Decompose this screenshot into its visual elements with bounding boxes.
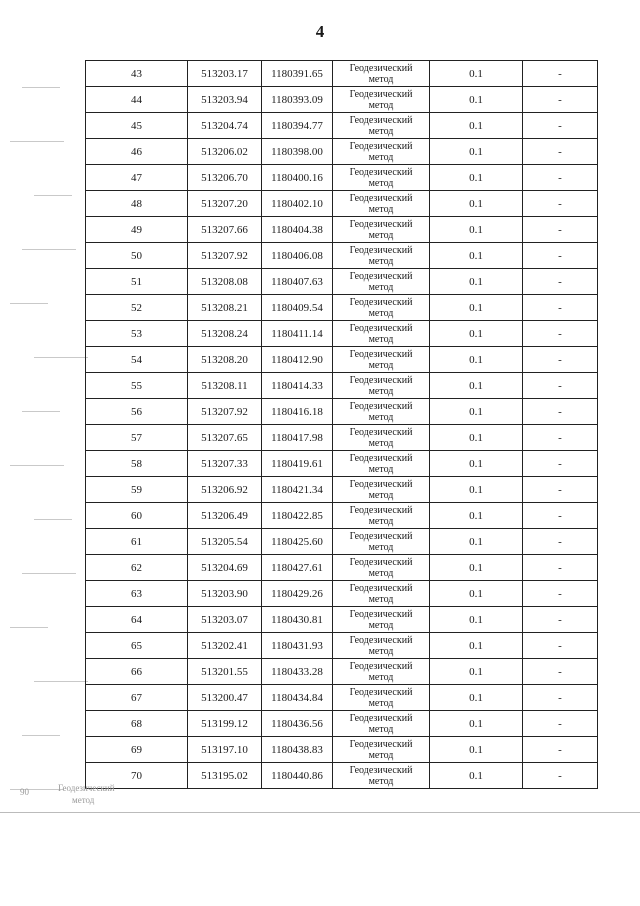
cell-accuracy: 0.1: [430, 61, 523, 87]
cell-coord-y: 1180438.83: [262, 737, 333, 763]
method-line-1: Геодезический: [349, 140, 413, 152]
method-line-2: метод: [368, 229, 394, 241]
cell-accuracy: 0.1: [430, 321, 523, 347]
cell-note: -: [523, 555, 598, 581]
method-line-2: метод: [368, 619, 394, 631]
cell-coord-y: 1180414.33: [262, 373, 333, 399]
cell-point-number: 51: [86, 269, 188, 295]
cell-note: -: [523, 451, 598, 477]
cell-coord-x: 513208.08: [188, 269, 262, 295]
cell-coord-x: 513206.49: [188, 503, 262, 529]
method-line-1: Геодезический: [349, 400, 413, 412]
cell-note: -: [523, 269, 598, 295]
method-line-2: метод: [368, 645, 394, 657]
method-line-1: Геодезический: [349, 218, 413, 230]
cell-method: [333, 477, 430, 503]
cell-method: [333, 321, 430, 347]
method-line-1: Геодезический: [349, 374, 413, 386]
cell-accuracy: 0.1: [430, 243, 523, 269]
cell-note: -: [523, 737, 598, 763]
bleed-line: [10, 465, 64, 466]
cell-point-number: 60: [86, 503, 188, 529]
table-row: [86, 165, 598, 191]
cell-point-number: 50: [86, 243, 188, 269]
cell-point-number: 49: [86, 217, 188, 243]
method-line-2: метод: [368, 437, 394, 449]
cell-method: [333, 217, 430, 243]
method-line-2: метод: [368, 281, 394, 293]
cell-method: [333, 113, 430, 139]
bleed-through-margin: [0, 60, 85, 816]
page-rule: [0, 812, 640, 813]
bleed-text-method: Геодезический: [58, 783, 115, 793]
table-row: [86, 113, 598, 139]
bleed-line: [10, 789, 64, 790]
method-line-2: метод: [368, 73, 394, 85]
method-line-1: Геодезический: [349, 270, 413, 282]
method-line-2: метод: [368, 671, 394, 683]
method-line-1: Геодезический: [349, 738, 413, 750]
table-row: [86, 685, 598, 711]
cell-coord-x: 513203.90: [188, 581, 262, 607]
bleed-line: [10, 303, 48, 304]
method-line-1: Геодезический: [349, 686, 413, 698]
cell-note: -: [523, 763, 598, 789]
bleed-text-method-2: метод: [72, 795, 95, 805]
cell-accuracy: 0.1: [430, 503, 523, 529]
cell-point-number: 45: [86, 113, 188, 139]
cell-method: [333, 347, 430, 373]
cell-accuracy: 0.1: [430, 711, 523, 737]
cell-accuracy: 0.1: [430, 113, 523, 139]
cell-coord-y: 1180398.00: [262, 139, 333, 165]
cell-coord-x: 513204.69: [188, 555, 262, 581]
method-line-2: метод: [368, 541, 394, 553]
table-row: [86, 269, 598, 295]
cell-accuracy: 0.1: [430, 191, 523, 217]
method-line-2: метод: [368, 489, 394, 501]
cell-coord-x: 513197.10: [188, 737, 262, 763]
method-line-1: Геодезический: [349, 62, 413, 74]
cell-method: [333, 373, 430, 399]
bleed-line: [10, 627, 48, 628]
cell-coord-y: 1180402.10: [262, 191, 333, 217]
cell-note: -: [523, 373, 598, 399]
method-line-1: Геодезический: [349, 634, 413, 646]
cell-accuracy: 0.1: [430, 633, 523, 659]
cell-note: -: [523, 529, 598, 555]
cell-coord-x: 513199.12: [188, 711, 262, 737]
table-row: [86, 191, 598, 217]
method-line-2: метод: [368, 697, 394, 709]
cell-coord-x: 513207.33: [188, 451, 262, 477]
cell-accuracy: 0.1: [430, 425, 523, 451]
cell-method: [333, 529, 430, 555]
cell-coord-y: 1180421.34: [262, 477, 333, 503]
cell-coord-y: 1180436.56: [262, 711, 333, 737]
cell-coord-x: 513203.07: [188, 607, 262, 633]
cell-accuracy: 0.1: [430, 685, 523, 711]
cell-accuracy: 0.1: [430, 659, 523, 685]
cell-accuracy: 0.1: [430, 217, 523, 243]
table-row: [86, 503, 598, 529]
table-row: [86, 529, 598, 555]
method-line-2: метод: [368, 515, 394, 527]
cell-method: [333, 61, 430, 87]
cell-note: -: [523, 191, 598, 217]
method-line-2: метод: [368, 723, 394, 735]
cell-accuracy: 0.1: [430, 451, 523, 477]
cell-coord-y: 1180434.84: [262, 685, 333, 711]
coordinates-table: [85, 60, 598, 789]
cell-note: -: [523, 659, 598, 685]
table-row: [86, 295, 598, 321]
cell-point-number: 69: [86, 737, 188, 763]
cell-accuracy: 0.1: [430, 269, 523, 295]
cell-coord-y: 1180409.54: [262, 295, 333, 321]
cell-coord-y: 1180417.98: [262, 425, 333, 451]
bleed-line: [34, 681, 88, 682]
method-line-1: Геодезический: [349, 764, 413, 776]
page-number: 4: [315, 22, 325, 41]
cell-note: -: [523, 243, 598, 269]
method-line-1: Геодезический: [349, 88, 413, 100]
cell-coord-y: 1180419.61: [262, 451, 333, 477]
cell-point-number: 59: [86, 477, 188, 503]
table-row: [86, 425, 598, 451]
bleed-text-num: 90: [20, 787, 29, 797]
bleed-line: [34, 357, 88, 358]
method-line-2: метод: [368, 203, 394, 215]
method-line-2: метод: [368, 255, 394, 267]
method-line-1: Геодезический: [349, 296, 413, 308]
cell-accuracy: 0.1: [430, 529, 523, 555]
cell-method: [333, 295, 430, 321]
cell-coord-y: 1180404.38: [262, 217, 333, 243]
table-row: [86, 61, 598, 87]
cell-coord-y: 1180433.28: [262, 659, 333, 685]
cell-note: -: [523, 399, 598, 425]
cell-note: -: [523, 425, 598, 451]
cell-accuracy: 0.1: [430, 165, 523, 191]
cell-method: [333, 711, 430, 737]
table-row: [86, 217, 598, 243]
table-row: [86, 399, 598, 425]
table-row: [86, 581, 598, 607]
cell-note: -: [523, 633, 598, 659]
cell-note: -: [523, 139, 598, 165]
bleed-line: [34, 519, 72, 520]
cell-note: -: [523, 113, 598, 139]
table-body: [86, 61, 598, 789]
cell-point-number: 56: [86, 399, 188, 425]
table-row: [86, 711, 598, 737]
cell-method: [333, 399, 430, 425]
cell-coord-x: 513195.02: [188, 763, 262, 789]
cell-coord-x: 513203.94: [188, 87, 262, 113]
cell-note: -: [523, 685, 598, 711]
cell-coord-y: 1180416.18: [262, 399, 333, 425]
method-line-1: Геодезический: [349, 426, 413, 438]
cell-point-number: 61: [86, 529, 188, 555]
table-row: [86, 373, 598, 399]
cell-coord-x: 513206.70: [188, 165, 262, 191]
cell-note: -: [523, 581, 598, 607]
method-line-1: Геодезический: [349, 166, 413, 178]
cell-note: -: [523, 347, 598, 373]
cell-point-number: 68: [86, 711, 188, 737]
table-row: [86, 243, 598, 269]
cell-coord-y: 1180391.65: [262, 61, 333, 87]
cell-accuracy: 0.1: [430, 477, 523, 503]
bleed-line: [22, 573, 76, 574]
cell-coord-x: 513208.21: [188, 295, 262, 321]
cell-point-number: 47: [86, 165, 188, 191]
method-line-2: метод: [368, 125, 394, 137]
cell-accuracy: 0.1: [430, 399, 523, 425]
cell-coord-x: 513207.92: [188, 399, 262, 425]
cell-method: [333, 425, 430, 451]
cell-coord-x: 513205.54: [188, 529, 262, 555]
cell-method: [333, 191, 430, 217]
cell-coord-x: 513208.11: [188, 373, 262, 399]
cell-note: -: [523, 295, 598, 321]
method-line-1: Геодезический: [349, 192, 413, 204]
cell-coord-y: 1180411.14: [262, 321, 333, 347]
cell-coord-y: 1180400.16: [262, 165, 333, 191]
method-line-2: метод: [368, 411, 394, 423]
method-line-2: метод: [368, 749, 394, 761]
cell-coord-x: 513208.24: [188, 321, 262, 347]
cell-method: [333, 87, 430, 113]
cell-coord-y: 1180427.61: [262, 555, 333, 581]
cell-point-number: 64: [86, 607, 188, 633]
method-line-1: Геодезический: [349, 556, 413, 568]
cell-method: [333, 451, 430, 477]
cell-coord-x: 513204.74: [188, 113, 262, 139]
cell-accuracy: 0.1: [430, 347, 523, 373]
cell-method: [333, 243, 430, 269]
method-line-1: Геодезический: [349, 114, 413, 126]
cell-point-number: 44: [86, 87, 188, 113]
cell-point-number: 53: [86, 321, 188, 347]
cell-coord-y: 1180430.81: [262, 607, 333, 633]
method-line-1: Геодезический: [349, 348, 413, 360]
table-row: [86, 451, 598, 477]
cell-coord-x: 513207.92: [188, 243, 262, 269]
cell-method: [333, 139, 430, 165]
method-line-2: метод: [368, 359, 394, 371]
cell-accuracy: 0.1: [430, 763, 523, 789]
table-row: [86, 139, 598, 165]
cell-coord-y: 1180429.26: [262, 581, 333, 607]
cell-accuracy: 0.1: [430, 87, 523, 113]
cell-coord-x: 513200.47: [188, 685, 262, 711]
method-line-1: Геодезический: [349, 322, 413, 334]
method-line-2: метод: [368, 775, 394, 787]
cell-point-number: 63: [86, 581, 188, 607]
bleed-line: [22, 411, 60, 412]
cell-coord-x: 513203.17: [188, 61, 262, 87]
table-row: [86, 555, 598, 581]
cell-method: [333, 659, 430, 685]
cell-point-number: 62: [86, 555, 188, 581]
bleed-line: [34, 195, 72, 196]
bleed-line: [22, 735, 60, 736]
method-line-1: Геодезический: [349, 530, 413, 542]
cell-coord-y: 1180406.08: [262, 243, 333, 269]
cell-method: [333, 607, 430, 633]
cell-coord-y: 1180407.63: [262, 269, 333, 295]
table-row: [86, 659, 598, 685]
cell-point-number: 70: [86, 763, 188, 789]
cell-coord-x: 513208.20: [188, 347, 262, 373]
cell-point-number: 66: [86, 659, 188, 685]
table-row: [86, 607, 598, 633]
cell-note: -: [523, 61, 598, 87]
cell-coord-x: 513207.65: [188, 425, 262, 451]
cell-coord-x: 513207.20: [188, 191, 262, 217]
table-row: [86, 737, 598, 763]
cell-note: -: [523, 503, 598, 529]
cell-point-number: 54: [86, 347, 188, 373]
cell-method: [333, 763, 430, 789]
cell-method: [333, 581, 430, 607]
cell-note: -: [523, 711, 598, 737]
cell-accuracy: 0.1: [430, 373, 523, 399]
method-line-1: Геодезический: [349, 452, 413, 464]
table-row: [86, 87, 598, 113]
cell-method: [333, 633, 430, 659]
cell-accuracy: 0.1: [430, 295, 523, 321]
method-line-2: метод: [368, 177, 394, 189]
method-line-1: Геодезический: [349, 504, 413, 516]
cell-accuracy: 0.1: [430, 555, 523, 581]
table-row: [86, 347, 598, 373]
table-row: [86, 633, 598, 659]
cell-note: -: [523, 165, 598, 191]
table-row: [86, 321, 598, 347]
cell-method: [333, 737, 430, 763]
bleed-line: [22, 87, 60, 88]
table-row: [86, 477, 598, 503]
bleed-line: [10, 141, 64, 142]
cell-point-number: 55: [86, 373, 188, 399]
cell-note: -: [523, 321, 598, 347]
cell-note: -: [523, 87, 598, 113]
cell-method: [333, 269, 430, 295]
cell-point-number: 58: [86, 451, 188, 477]
method-line-2: метод: [368, 385, 394, 397]
cell-point-number: 67: [86, 685, 188, 711]
cell-method: [333, 685, 430, 711]
cell-point-number: 52: [86, 295, 188, 321]
method-line-2: метод: [368, 99, 394, 111]
cell-coord-y: 1180425.60: [262, 529, 333, 555]
method-line-1: Геодезический: [349, 478, 413, 490]
cell-point-number: 48: [86, 191, 188, 217]
cell-coord-x: 513207.66: [188, 217, 262, 243]
cell-note: -: [523, 607, 598, 633]
cell-coord-x: 513206.02: [188, 139, 262, 165]
cell-coord-x: 513201.55: [188, 659, 262, 685]
cell-point-number: 65: [86, 633, 188, 659]
cell-coord-y: 1180394.77: [262, 113, 333, 139]
cell-point-number: 43: [86, 61, 188, 87]
cell-method: [333, 503, 430, 529]
method-line-1: Геодезический: [349, 582, 413, 594]
cell-coord-y: 1180431.93: [262, 633, 333, 659]
method-line-1: Геодезический: [349, 712, 413, 724]
method-line-1: Геодезический: [349, 608, 413, 620]
cell-coord-y: 1180393.09: [262, 87, 333, 113]
cell-coord-y: 1180412.90: [262, 347, 333, 373]
method-line-1: Геодезический: [349, 660, 413, 672]
cell-coord-y: 1180440.86: [262, 763, 333, 789]
bleed-line: [22, 249, 76, 250]
method-line-2: метод: [368, 593, 394, 605]
cell-accuracy: 0.1: [430, 607, 523, 633]
table-row: [86, 763, 598, 789]
cell-coord-y: 1180422.85: [262, 503, 333, 529]
method-line-2: метод: [368, 151, 394, 163]
cell-point-number: 57: [86, 425, 188, 451]
method-line-2: метод: [368, 463, 394, 475]
cell-note: -: [523, 217, 598, 243]
method-line-2: метод: [368, 307, 394, 319]
cell-note: -: [523, 477, 598, 503]
cell-accuracy: 0.1: [430, 139, 523, 165]
method-line-2: метод: [368, 567, 394, 579]
cell-accuracy: 0.1: [430, 737, 523, 763]
method-line-2: метод: [368, 333, 394, 345]
cell-method: [333, 165, 430, 191]
method-line-1: Геодезический: [349, 244, 413, 256]
cell-coord-x: 513206.92: [188, 477, 262, 503]
cell-accuracy: 0.1: [430, 581, 523, 607]
cell-point-number: 46: [86, 139, 188, 165]
cell-coord-x: 513202.41: [188, 633, 262, 659]
cell-method: [333, 555, 430, 581]
